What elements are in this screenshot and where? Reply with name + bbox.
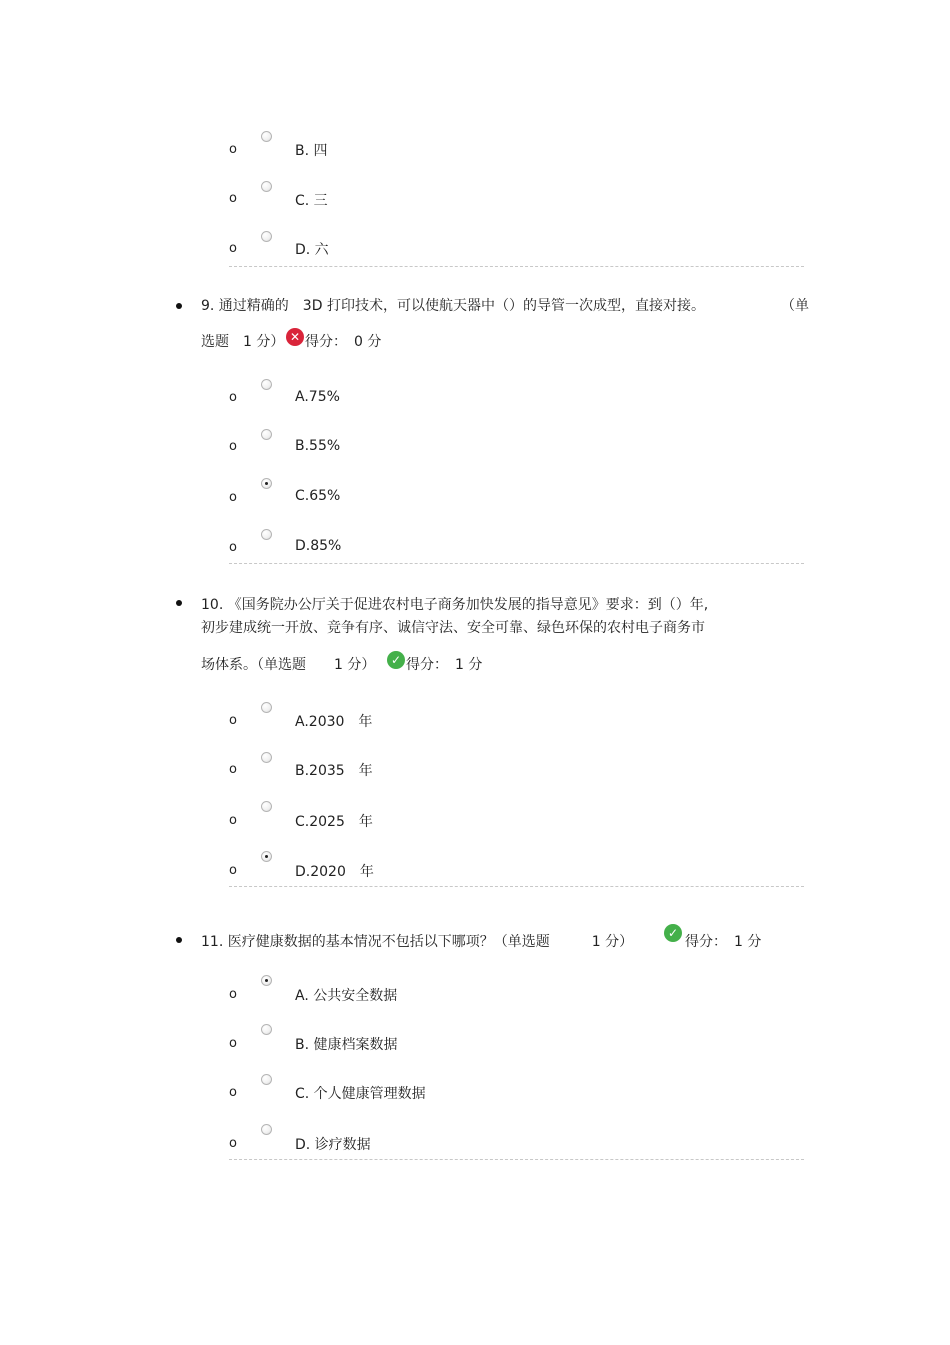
radio-button[interactable] bbox=[261, 181, 272, 192]
option-label: A.75% bbox=[295, 389, 340, 405]
list-marker: o bbox=[229, 1136, 237, 1151]
question-text: 9. 通过精确的 3D 打印技术，可以使航天器中（）的导管一次成型，直接对接。 bbox=[201, 298, 705, 314]
radio-button[interactable] bbox=[261, 702, 272, 713]
list-marker: o bbox=[229, 1036, 237, 1051]
list-marker: o bbox=[229, 813, 237, 828]
radio-button[interactable] bbox=[261, 1074, 272, 1085]
option-label: C.2025 年 bbox=[295, 814, 373, 830]
bullet bbox=[176, 600, 182, 606]
list-marker: o bbox=[229, 439, 237, 454]
list-marker: o bbox=[229, 390, 237, 405]
radio-button[interactable] bbox=[261, 752, 272, 763]
radio-button-selected[interactable] bbox=[261, 478, 272, 489]
radio-button[interactable] bbox=[261, 379, 272, 390]
list-marker: o bbox=[229, 762, 237, 777]
option-label: B.2035 年 bbox=[295, 763, 373, 779]
divider bbox=[229, 1159, 804, 1160]
list-marker: o bbox=[229, 241, 237, 256]
list-marker: o bbox=[229, 987, 237, 1002]
radio-button[interactable] bbox=[261, 1124, 272, 1135]
option-label: A.2030 年 bbox=[295, 714, 373, 730]
score-label: 得分： 0 分 bbox=[305, 334, 382, 350]
radio-button-selected[interactable] bbox=[261, 975, 272, 986]
check-icon: ✓ bbox=[387, 651, 405, 669]
radio-button[interactable] bbox=[261, 131, 272, 142]
option-label: D. 诊疗数据 bbox=[295, 1137, 371, 1153]
wrong-icon: ✕ bbox=[286, 328, 304, 346]
score-label: 得分： 1 分 bbox=[685, 934, 762, 950]
option-label: B. 健康档案数据 bbox=[295, 1037, 398, 1053]
radio-button[interactable] bbox=[261, 801, 272, 812]
list-marker: o bbox=[229, 863, 237, 878]
check-icon: ✓ bbox=[664, 924, 682, 942]
option-label: B.55% bbox=[295, 438, 341, 454]
list-marker: o bbox=[229, 191, 237, 206]
radio-button[interactable] bbox=[261, 429, 272, 440]
question-type-open: （单 bbox=[781, 298, 809, 314]
question-type: 选题 1 分） bbox=[201, 334, 285, 350]
option-label: D.85% bbox=[295, 538, 342, 554]
list-marker: o bbox=[229, 1085, 237, 1100]
question-text: 11. 医疗健康数据的基本情况不包括以下哪项？（单选题 1 分） bbox=[201, 934, 634, 950]
question-type: 场体系。（单选题 1 分） bbox=[201, 657, 376, 673]
divider bbox=[229, 266, 804, 267]
list-marker: o bbox=[229, 142, 237, 157]
radio-button[interactable] bbox=[261, 529, 272, 540]
option-label: C. 个人健康管理数据 bbox=[295, 1086, 426, 1102]
bullet bbox=[176, 937, 182, 943]
divider bbox=[229, 563, 804, 564]
list-marker: o bbox=[229, 540, 237, 555]
option-label: C. 三 bbox=[295, 193, 328, 209]
divider bbox=[229, 886, 804, 887]
list-marker: o bbox=[229, 490, 237, 505]
bullet bbox=[176, 303, 182, 309]
question-text: 10. 《国务院办公厅关于促进农村电子商务加快发展的指导意见》要求：到（）年, bbox=[201, 597, 709, 613]
option-label: A. 公共安全数据 bbox=[295, 988, 398, 1004]
list-marker: o bbox=[229, 713, 237, 728]
option-label: B. 四 bbox=[295, 143, 328, 159]
option-label: D. 六 bbox=[295, 242, 329, 258]
score-label: 得分： 1 分 bbox=[406, 657, 483, 673]
radio-button[interactable] bbox=[261, 231, 272, 242]
radio-button-selected[interactable] bbox=[261, 851, 272, 862]
radio-button[interactable] bbox=[261, 1024, 272, 1035]
option-label: D.2020 年 bbox=[295, 864, 374, 880]
option-label: C.65% bbox=[295, 488, 341, 504]
question-text-cont: 初步建成统一开放、竞争有序、诚信守法、安全可靠、绿色环保的农村电子商务市 bbox=[201, 620, 705, 636]
